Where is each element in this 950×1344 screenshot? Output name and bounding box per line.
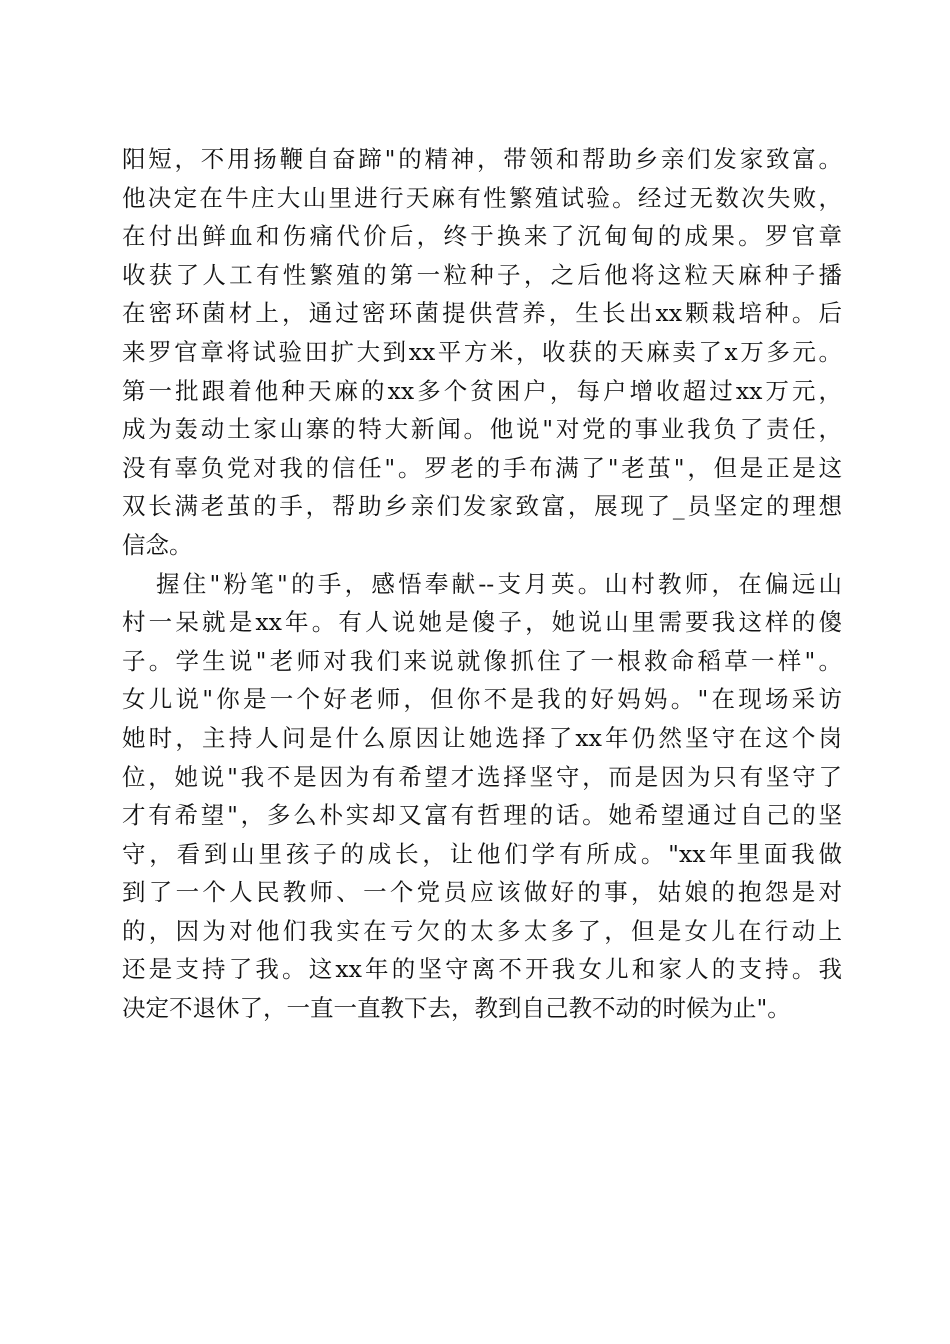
text-line: 守，看到山里孩子的成长，让他们学有所成。"xx年里面我做 [122, 839, 842, 868]
text-line: 收获了人工有性繁殖的第一粒种子，之后他将这粒天麻种子播 [122, 260, 842, 289]
text-line: 第一批跟着他种天麻的xx多个贫困户，每户增收超过xx万元， [122, 376, 842, 405]
text-line: 信念。 [122, 530, 193, 559]
text-line: 决定不退休了，一直一直教下去，教到自己教不动的时候为止"。 [122, 994, 791, 1023]
document-body [122, 140, 842, 1028]
text-line: 她时，主持人问是什么原因让她选择了xx年仍然坚守在这个岗 [122, 723, 842, 752]
text-line: 女儿说"你是一个好老师，但你不是我的好妈妈。"在现场采访 [122, 685, 842, 714]
text-line: 他决定在牛庄大山里进行天麻有性繁殖试验。经过无数次失败， [122, 183, 842, 212]
text-line: 在密环菌材上，通过密环菌提供营养，生长出xx颗栽培种。后 [122, 299, 842, 328]
text-line: 才有希望"，多么朴实却又富有哲理的话。她希望通过自己的坚 [122, 801, 842, 830]
paragraph-zhi-yueying [122, 565, 842, 1028]
text-line: 来罗官章将试验田扩大到xx平方米，收获的天麻卖了x万多元。 [122, 337, 842, 366]
text-line: 在付出鲜血和伤痛代价后，终于换来了沉甸甸的成果。罗官章 [122, 222, 842, 251]
text-line: 子。学生说"老师对我们来说就像抓住了一根救命稻草一样"。 [122, 646, 842, 675]
text-line: 位，她说"我不是因为有希望才选择坚守，而是因为只有坚守了 [122, 762, 842, 791]
text-line: 到了一个人民教师、一个党员应该做好的事，姑娘的抱怨是对 [122, 878, 842, 907]
text-line: 还是支持了我。这xx年的坚守离不开我女儿和家人的支持。我 [122, 955, 842, 984]
text-line: 阳短，不用扬鞭自奋蹄"的精神，带领和帮助乡亲们发家致富。 [122, 145, 842, 173]
text-line: 没有辜负党对我的信任"。罗老的手布满了"老茧"，但是正是这 [122, 453, 842, 482]
text-line: 村一呆就是xx年。有人说她是傻子，她说山里需要我这样的傻 [122, 608, 842, 637]
text-line: 的，因为对他们我实在亏欠的太多太多了，但是女儿在行动上 [122, 916, 842, 945]
paragraph-luo-guanzhang [122, 140, 842, 565]
text-line: 成为轰动土家山寨的特大新闻。他说"对党的事业我负了责任， [122, 415, 842, 444]
text-line: 握住"粉笔"的手，感悟奉献--支月英。山村教师，在偏远山 [156, 569, 842, 598]
text-line: 双长满老茧的手，帮助乡亲们发家致富，展现了_员坚定的理想 [122, 492, 842, 521]
